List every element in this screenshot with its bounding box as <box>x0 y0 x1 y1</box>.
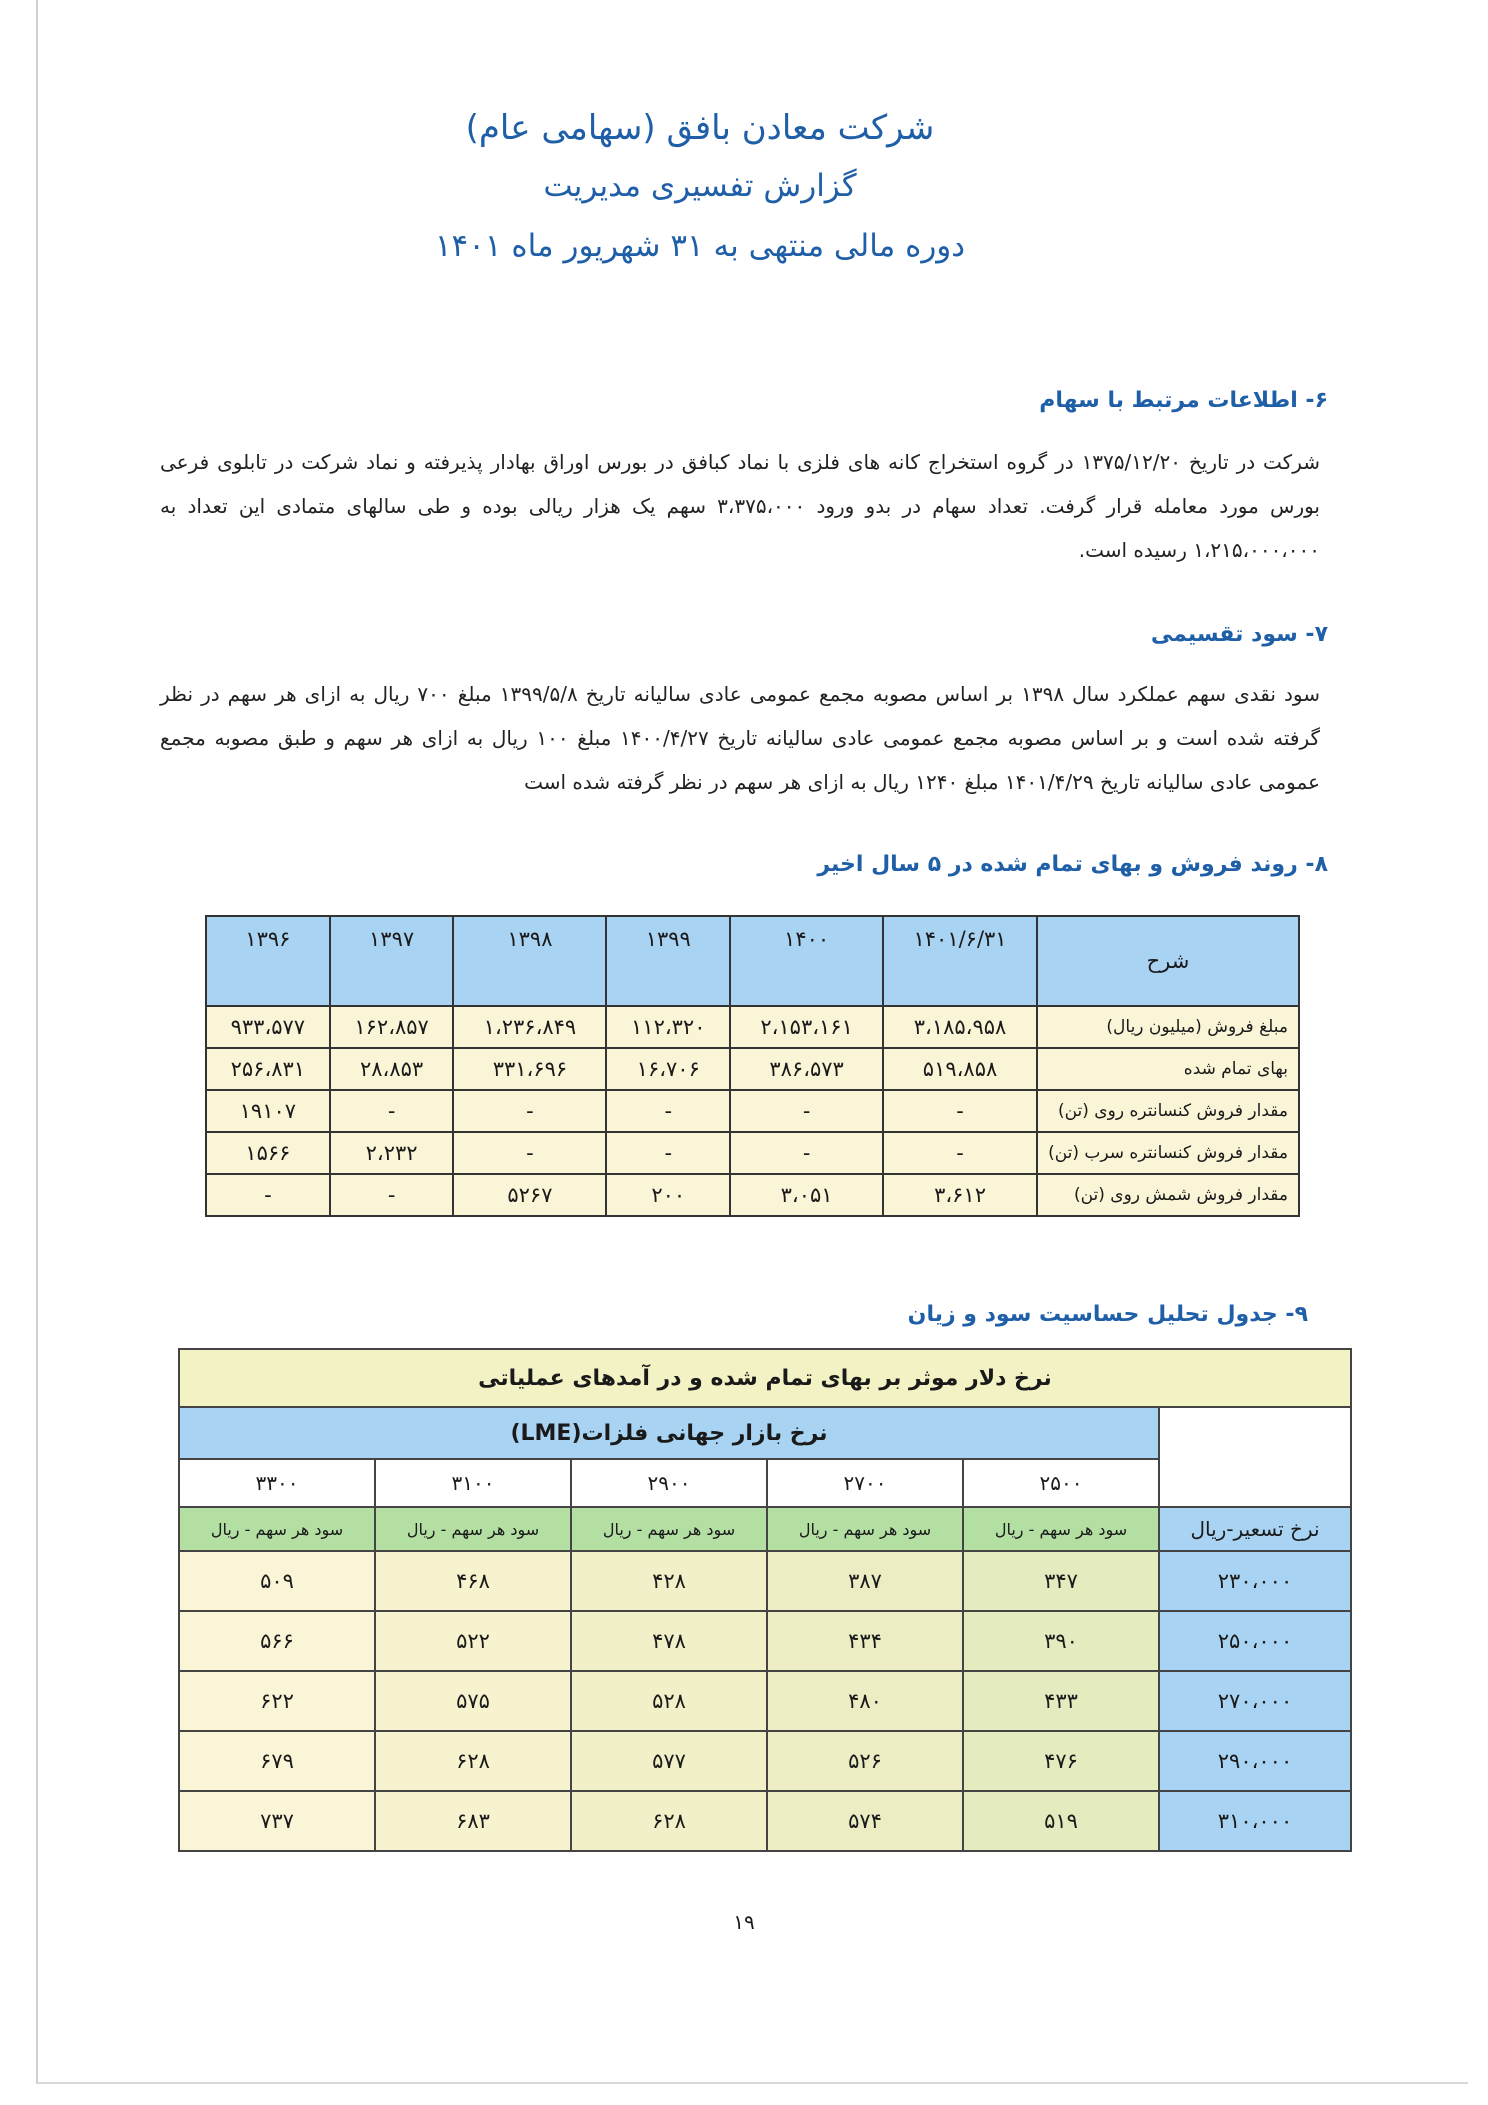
table-cell: ۳۳۱،۶۹۶ <box>453 1048 606 1090</box>
table-cell: ۶۸۳ <box>375 1791 571 1851</box>
row-label: مقدار فروش شمش روی (تن) <box>1037 1174 1299 1216</box>
table-row <box>206 1090 1299 1132</box>
table-cell: ۵۱۹ <box>963 1791 1159 1851</box>
lme-price: ۲۵۰۰ <box>963 1459 1159 1507</box>
table-cell: ۷۳۷ <box>179 1791 375 1851</box>
company-title: شرکت معادن بافق (سهامی عام) <box>465 108 935 148</box>
table-cell: - <box>730 1132 883 1174</box>
year-header: ۱۳۹۶ <box>206 916 330 1006</box>
page-number: ۱۹ <box>733 1910 755 1934</box>
row-label: بهای تمام شده <box>1037 1048 1299 1090</box>
table-cell: ۱۶،۷۰۶ <box>606 1048 730 1090</box>
year-header: ۱۳۹۹ <box>606 916 730 1006</box>
table-row <box>206 1132 1299 1174</box>
year-header: ۱۴۰۰ <box>730 916 883 1006</box>
table-header-row <box>206 916 1299 1006</box>
year-header: ۱۳۹۷ <box>330 916 454 1006</box>
table-cell: ۳۹۰ <box>963 1611 1159 1671</box>
table-cell: ۴۷۶ <box>963 1731 1159 1791</box>
table-cell: ۵۰۹ <box>179 1551 375 1611</box>
table-cell: ۲۰۰ <box>606 1174 730 1216</box>
usd-header-row <box>179 1349 1351 1407</box>
table-cell: ۲،۱۵۳،۱۶۱ <box>730 1006 883 1048</box>
table-cell: ۹۳۳،۵۷۷ <box>206 1006 330 1048</box>
table-cell: - <box>883 1132 1037 1174</box>
table-cell: ۱۹۱۰۷ <box>206 1090 330 1132</box>
lme-price: ۲۷۰۰ <box>767 1459 963 1507</box>
table-cell: ۵۷۷ <box>571 1731 767 1791</box>
section-6-text: شرکت در تاریخ ۱۳۷۵/۱۲/۲۰ در گروه استخراج کانه های فلزی با نماد کبافق در بورس اوراق بهادار پذیرفته و نماد شرکت در تابلوی فرعی بورس مورد معامله قرار گرفت. تعداد سهام در بدو ورود ۳،۳۷۵،۰۰۰ سهم یک هزار ریالی بوده و طی سالهای متمادی این تعداد به ۱،۲۱۵،۰۰۰،۰۰۰ رسیده است. <box>160 450 1320 562</box>
table-cell: - <box>453 1132 606 1174</box>
table-row <box>179 1611 1351 1671</box>
report-title: گزارش تفسیری مدیریت <box>543 168 857 204</box>
lme-price: ۳۳۰۰ <box>179 1459 375 1507</box>
subheader-row <box>179 1507 1351 1551</box>
lme-header-row <box>179 1407 1351 1459</box>
table-cell: ۵۱۹،۸۵۸ <box>883 1048 1037 1090</box>
table-cell: - <box>206 1174 330 1216</box>
table-row <box>179 1671 1351 1731</box>
lme-price: ۲۹۰۰ <box>571 1459 767 1507</box>
exchange-rate: ۳۱۰،۰۰۰ <box>1159 1791 1351 1851</box>
description-header: شرح <box>1037 916 1299 1006</box>
table-cell: ۴۶۸ <box>375 1551 571 1611</box>
table-cell: ۵۲۶ <box>767 1731 963 1791</box>
sales-trend-table <box>205 915 1300 1217</box>
table-cell: ۱۵۶۶ <box>206 1132 330 1174</box>
table-cell: - <box>330 1090 454 1132</box>
table-cell: ۴۳۳ <box>963 1671 1159 1731</box>
table-cell: ۲۵۶،۸۳۱ <box>206 1048 330 1090</box>
exchange-rate: ۲۷۰،۰۰۰ <box>1159 1671 1351 1731</box>
rate-header-blank <box>1159 1407 1351 1507</box>
section-6-title: ۶- اطلاعات مرتبط با سهام <box>1039 388 1328 413</box>
table-cell: ۵۷۵ <box>375 1671 571 1731</box>
table-cell: - <box>330 1174 454 1216</box>
table-cell: ۵۲۶۷ <box>453 1174 606 1216</box>
table-cell: ۵۲۲ <box>375 1611 571 1671</box>
table-row <box>179 1731 1351 1791</box>
table-row <box>179 1551 1351 1611</box>
table-cell: - <box>730 1090 883 1132</box>
table-row <box>206 1048 1299 1090</box>
year-header: ۱۴۰۱/۶/۳۱ <box>883 916 1037 1006</box>
table-cell: ۱،۲۳۶،۸۴۹ <box>453 1006 606 1048</box>
year-header: ۱۳۹۸ <box>453 916 606 1006</box>
table-cell: ۶۷۹ <box>179 1731 375 1791</box>
table-cell: ۳،۰۵۱ <box>730 1174 883 1216</box>
section-9-title: ۹- جدول تحلیل حساسیت سود و زیان <box>907 1302 1308 1327</box>
row-label: مقدار فروش کنسانتره سرب (تن) <box>1037 1132 1299 1174</box>
eps-label: سود هر سهم - ریال <box>571 1507 767 1551</box>
table-cell: ۶۲۲ <box>179 1671 375 1731</box>
section-7-text: سود نقدی سهم عملکرد سال ۱۳۹۸ بر اساس مصوبه مجمع عمومی عادی سالیانه تاریخ ۱۳۹۹/۵/۸ مبلغ ۷۰۰ ریال به ازای هر سهم در نظر گرفته شده است و بر اساس مصوبه مجمع عمومی عادی سالیانه تاریخ ۱۴۰۰/۴/۲۷ مبلغ ۱۰۰ ریال به ازای هر سهم و طبق مصوبه مجمع عمومی عادی سالیانه تاریخ ۱۴۰۱/۴/۲۹ مبلغ ۱۲۴۰ ریال به ازای هر سهم در نظر گرفته شده است <box>160 682 1320 794</box>
table-cell: ۵۲۸ <box>571 1671 767 1731</box>
table-cell: ۲،۲۳۲ <box>330 1132 454 1174</box>
exchange-rate-header: نرخ تسعیر-ریال <box>1159 1507 1351 1551</box>
table-cell: ۲۸،۸۵۳ <box>330 1048 454 1090</box>
table-cell: ۴۸۰ <box>767 1671 963 1731</box>
table-cell: ۳۴۷ <box>963 1551 1159 1611</box>
eps-label: سود هر سهم - ریال <box>179 1507 375 1551</box>
section-8-title: ۸- روند فروش و بهای تمام شده در ۵ سال اخیر <box>817 852 1328 877</box>
exchange-rate: ۲۵۰،۰۰۰ <box>1159 1611 1351 1671</box>
table-cell: - <box>883 1090 1037 1132</box>
table-cell: ۳،۶۱۲ <box>883 1174 1037 1216</box>
table-cell: ۳۸۶،۵۷۳ <box>730 1048 883 1090</box>
table-cell: ۵۷۴ <box>767 1791 963 1851</box>
table-cell: ۱۶۲،۸۵۷ <box>330 1006 454 1048</box>
table-cell: ۴۲۸ <box>571 1551 767 1611</box>
table-cell: ۶۲۸ <box>571 1791 767 1851</box>
row-label: مبلغ فروش (میلیون ریال) <box>1037 1006 1299 1048</box>
row-label: مقدار فروش کنسانتره روی (تن) <box>1037 1090 1299 1132</box>
table-cell: ۴۳۴ <box>767 1611 963 1671</box>
table-cell: - <box>606 1090 730 1132</box>
table-cell: ۳۸۷ <box>767 1551 963 1611</box>
report-header <box>200 100 1200 276</box>
table-row <box>179 1791 1351 1851</box>
table-cell: ۱۱۲،۳۲۰ <box>606 1006 730 1048</box>
section-7-title: ۷- سود تقسیمی <box>1150 622 1328 647</box>
eps-label: سود هر سهم - ریال <box>375 1507 571 1551</box>
period-title: دوره مالی منتهی به ۳۱ شهریور ماه ۱۴۰۱ <box>434 228 966 264</box>
eps-label: سود هر سهم - ریال <box>963 1507 1159 1551</box>
eps-label: سود هر سهم - ریال <box>767 1507 963 1551</box>
exchange-rate: ۲۹۰،۰۰۰ <box>1159 1731 1351 1791</box>
table-cell: ۳،۱۸۵،۹۵۸ <box>883 1006 1037 1048</box>
table-row <box>206 1006 1299 1048</box>
lme-price: ۳۱۰۰ <box>375 1459 571 1507</box>
lme-header: نرخ بازار جهانی فلزات(LME) <box>179 1407 1159 1459</box>
exchange-rate: ۲۳۰،۰۰۰ <box>1159 1551 1351 1611</box>
table-cell: ۶۲۸ <box>375 1731 571 1791</box>
table-cell: ۴۷۸ <box>571 1611 767 1671</box>
table-row <box>206 1174 1299 1216</box>
sensitivity-table <box>178 1348 1352 1852</box>
table-cell: - <box>453 1090 606 1132</box>
table-cell: - <box>606 1132 730 1174</box>
table-cell: ۵۶۶ <box>179 1611 375 1671</box>
usd-rate-header: نرخ دلار موثر بر بهای تمام شده و در آمدهای عملیاتی <box>179 1349 1351 1407</box>
